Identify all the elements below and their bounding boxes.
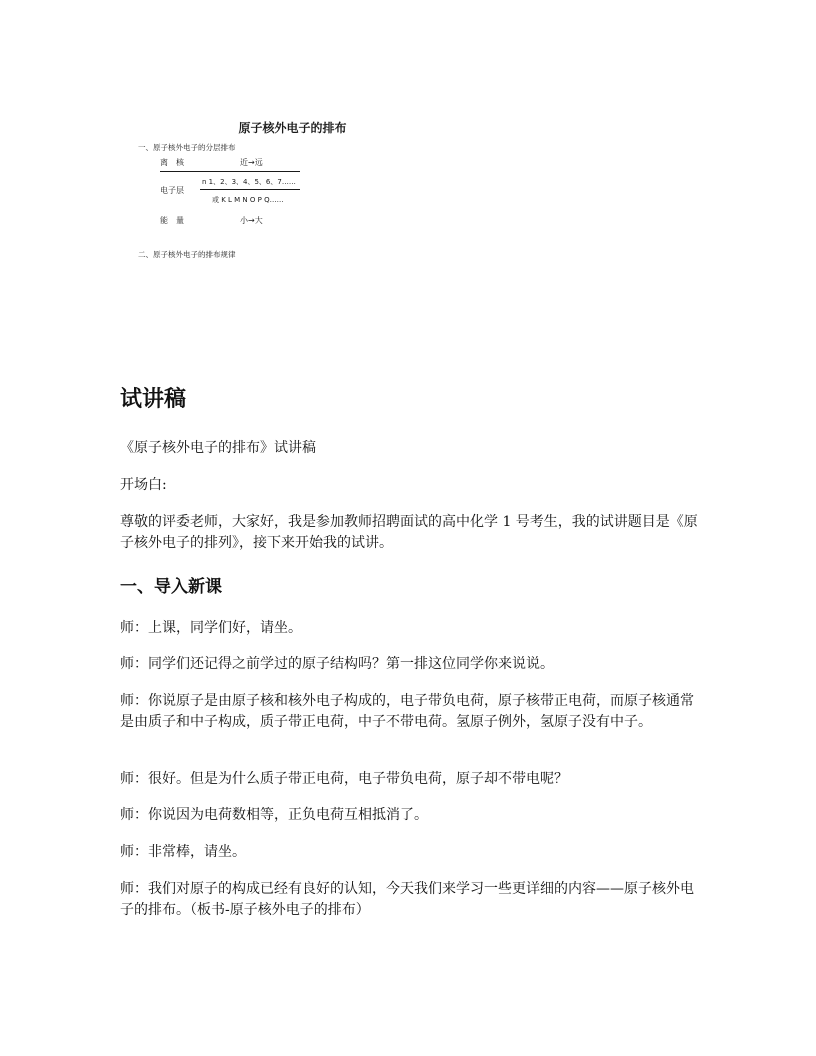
board-nucleus-value: 近→远	[240, 158, 263, 167]
document-subtitle: 《原子核外电子的排布》试讲稿	[120, 440, 316, 456]
board-figure	[120, 105, 410, 270]
dialogue-line: 师：非常棒，请坐。	[120, 844, 246, 860]
dialogue-line: 师：你说原子是由原子核和核外电子构成的，电子带负电荷，原子核带正电荷，而原子核通常是由质子和中子构成，质子带正电荷，中子不带电荷。氢原子例外，氢原子没有中子。	[120, 693, 694, 730]
document-heading: 试讲稿	[120, 387, 187, 412]
board-title: 原子核外电子的排布	[238, 121, 347, 135]
board-shell-value-n: n 1、2、3、4、5、6、7……	[202, 178, 296, 186]
board-energy-label: 能 量	[160, 216, 184, 225]
dialogue-line: 师：很好。但是为什么质子带正电荷，电子带负电荷，原子却不带电呢？	[120, 771, 568, 787]
board-shell-table	[160, 157, 305, 229]
dialogue-line: 师：你说因为电荷数相等，正负电荷互相抵消了。	[120, 807, 428, 823]
board-shell-value-letters: 或 K L M N O P Q……	[212, 196, 284, 204]
dialogue-line: 师：我们对原子的构成已经有良好的认知，今天我们来学习一些更详细的内容——原子核外电子的排布。（板书-原子核外电子的排布）	[120, 881, 694, 918]
board-section-one: 一、原子核外电子的分层排布	[138, 143, 236, 152]
board-energy-value: 小→大	[240, 216, 263, 225]
dialogue-line: 师：上课，同学们好，请坐。	[120, 620, 302, 636]
dialogue-line: 师：同学们还记得之前学过的原子结构吗？第一排这位同学你来说说。	[120, 656, 554, 672]
opening-paragraph: 尊敬的评委老师，大家好，我是参加教师招聘面试的高中化学 1 号考生，我的试讲题目是《原子核外电子的排列》，接下来开始我的试讲。	[120, 514, 698, 551]
section-heading-intro: 一、导入新课	[120, 577, 222, 597]
board-shell-label: 电子层	[160, 186, 184, 195]
board-rule-middle	[200, 189, 300, 190]
opening-label: 开场白:	[120, 477, 167, 493]
board-nucleus-label: 离 核	[160, 158, 184, 167]
board-section-two: 二、原子核外电子的排布规律	[138, 250, 236, 259]
board-rule-top	[160, 171, 300, 172]
